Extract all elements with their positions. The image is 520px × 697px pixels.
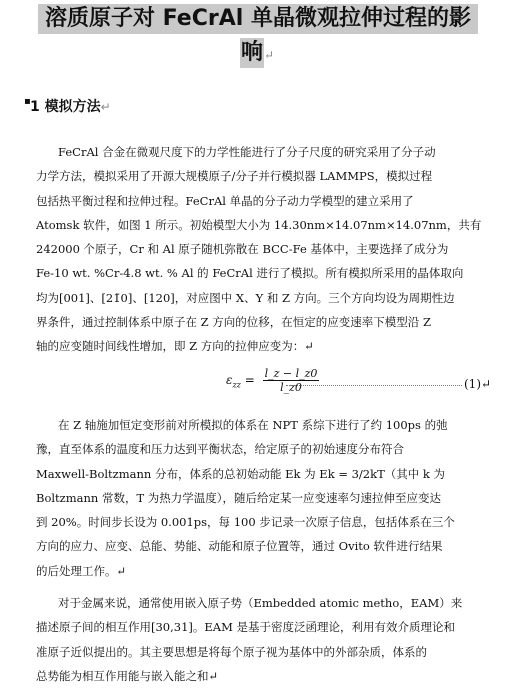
- paragraph-line: 的后处理工作。↵: [36, 563, 127, 578]
- paragraph-line: 均为[001]、[21̄0]、[120]，对应图中 X、Y 和 Z 方向。三个方向均设为周期性边: [36, 290, 455, 305]
- section-heading: [30, 96, 111, 116]
- paragraph-line: 总势能为相互作用能与嵌入能之和↵: [36, 668, 219, 683]
- equation-denominator: l_z0: [280, 381, 302, 394]
- document-title: [38, 4, 478, 34]
- paragraph-1: [36, 140, 484, 359]
- paragraph-line: 界条件，通过控制体系中原子在 Z 方向的位移，在恒定的应变速率下模型沿 Z: [36, 315, 431, 330]
- equation-lhs: ε: [226, 373, 233, 387]
- paragraph-line: 豫，直至体系的温度和压力达到平衡状态，给定原子的初始速度分布符合: [36, 442, 404, 457]
- paragraph-line: 到 20%。时间步长设为 0.001ps，每 100 步记录一次原子信息，包括体系在三个: [36, 515, 455, 530]
- paragraph-3: [36, 591, 484, 688]
- paragraph-line: 准原子近似提出的。其主要思想是将每个原子视为基体中的外部杂质，体系的: [36, 644, 427, 659]
- paragraph-line: Fe-10 wt. %Cr-4.8 wt. % Al 的 FeCrAl 进行了模拟。所有模拟所采用的晶体取向: [36, 266, 464, 281]
- paragraph-line: Atomsk 软件，如图 1 所示。初始模型大小为 14.30nm×14.07nm×14.07nm，共有: [36, 217, 482, 232]
- paragraph-line: Boltzmann 常数，T 为热力学温度），随后给定某一应变速率匀速拉伸至应变达: [36, 490, 442, 505]
- paragraph-line: 力学方法，模拟采用了开源大规模原子/分子并行模拟器 LAMMPS，模拟过程: [36, 169, 433, 184]
- paragraph-line: 描述原子间的相互作用[30,31]。EAM 是基于密度泛函理论，利用有效介质理论和: [36, 620, 456, 635]
- paragraph-line: 242000 个原子，Cr 和 Al 原子随机弥散在 BCC-Fe 基体中，主要选择了成分为: [36, 242, 449, 257]
- paragraph-line: 包括热平衡过程和拉伸过程。FeCrAl 单晶的分子动力学模型的建立采用了: [36, 193, 414, 208]
- equation-leader-dots: [286, 385, 462, 386]
- equation-numerator: l_z − l_z0: [264, 367, 318, 380]
- paragraph-line: 对于金属来说，通常使用嵌入原子势（Embedded atomic metho，EAM）来: [58, 596, 463, 610]
- title-line-2-wrap: [240, 38, 280, 68]
- paragraph-line: 轴的应变随时间线性增加，即 Z 方向的拉伸应变为：↵: [36, 339, 314, 354]
- list-bullet: ▪: [24, 96, 31, 107]
- equation-1: $\varepsilon_{zz}$ = $\frac{l\_z - l\_z0}{l\_z0}$: [226, 367, 318, 394]
- paragraph-line: 方向的应力、应变、总能、势能、动能和原子位置等，通过 Ovito 软件进行结果: [36, 539, 443, 554]
- equation-fraction: [263, 367, 320, 394]
- paragraph-mark: ↵: [264, 48, 275, 62]
- title-line-1: 溶质原子对 FeCrAl 单晶微观拉伸过程的影: [45, 6, 471, 31]
- title-highlight: [38, 4, 478, 34]
- title-line-2: 响: [240, 38, 264, 68]
- paragraph-line: 在 Z 轴施加恒定变形前对所模拟的体系在 NPT 系综下进行了约 100ps 的弛: [58, 418, 448, 432]
- section-heading-text: 1 模拟方法: [30, 99, 101, 115]
- paragraph-mark: ↵: [100, 100, 111, 114]
- paragraph-line: Maxwell-Boltzmann 分布，体系的总初始动能 Ek 为 Ek = 3/2kT（其中 k 为: [36, 466, 446, 481]
- paragraph-line: FeCrAl 合金在微观尺度下的力学性能进行了分子尺度的研究采用了分子动: [58, 145, 436, 159]
- paragraph-2: [36, 413, 484, 583]
- equation-lhs-subscript: zz: [232, 380, 241, 390]
- equation-number: (1)↵: [464, 377, 492, 391]
